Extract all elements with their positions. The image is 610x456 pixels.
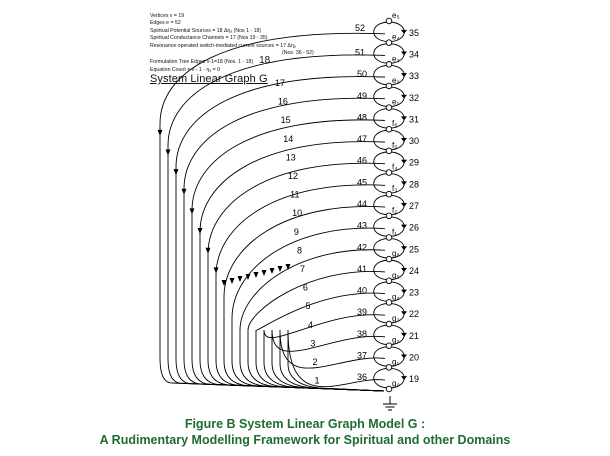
switch-edge-37 (374, 347, 388, 367)
conductance-label-35: 35 (409, 27, 420, 38)
vertex-4 (386, 105, 392, 111)
switch-label-38: 38 (357, 328, 368, 339)
switch-edge-49 (374, 87, 388, 107)
conductance-label-22: 22 (409, 309, 420, 320)
conductance-label-29: 29 (409, 157, 420, 168)
conductance-arrow-29 (401, 160, 407, 164)
vertex-label-8: f₃ (392, 184, 398, 194)
source-edge-2 (280, 330, 385, 391)
source-arrow-15 (174, 169, 179, 175)
legend-vertices: Vertices v = 19 (150, 13, 185, 19)
potential-source-edges (158, 33, 386, 391)
conductance-label-26: 26 (409, 222, 420, 233)
source-arrow-17 (158, 130, 163, 136)
vertex-label-3: e₂ (392, 75, 400, 85)
source-arrow-7 (238, 276, 243, 282)
conductance-label-34: 34 (409, 49, 420, 60)
source-arrow-3 (270, 268, 275, 274)
graph-legend (150, 13, 390, 84)
conductance-arrow-34 (401, 51, 407, 55)
vertex-label-10: f₁ (392, 227, 397, 237)
switch-label-36: 36 (357, 372, 368, 383)
conductance-arrow-23 (401, 290, 407, 294)
switch-edge-47 (374, 130, 388, 150)
switch-edge-45 (374, 174, 388, 194)
switch-edge-41 (374, 260, 388, 280)
vertex-8 (386, 191, 392, 197)
figure-caption-subtitle: A Rudimentary Modelling Framework for Spiritual and other Domains (99, 433, 511, 447)
source-arrow-12 (198, 228, 203, 234)
switch-label-37: 37 (357, 350, 368, 361)
switch-label-41: 41 (357, 263, 368, 274)
source-label-7: 7 (300, 264, 306, 274)
source-label-8: 8 (297, 245, 303, 256)
conductance-arrow-22 (401, 311, 407, 315)
legend-edges: Edges e = 52 (150, 20, 181, 27)
conductance-label-25: 25 (409, 244, 420, 255)
source-arrow-4 (262, 270, 267, 276)
source-arrow-10 (214, 267, 219, 273)
source-arrow-13 (190, 208, 195, 214)
switch-edge-39 (374, 303, 388, 323)
source-label-10: 10 (292, 208, 303, 219)
switch-label-47: 47 (357, 134, 368, 145)
vertex-label-13: g₄ (392, 292, 400, 302)
vertex-10 (386, 235, 392, 241)
source-label-12: 12 (288, 171, 299, 181)
switch-label-48: 48 (357, 112, 368, 123)
conductance-label-30: 30 (409, 136, 420, 147)
switch-label-44: 44 (357, 199, 368, 209)
source-arrow-1 (286, 264, 291, 270)
vertex-9 (386, 213, 392, 219)
source-arrow-5 (254, 272, 259, 278)
switch-label-50: 50 (357, 69, 368, 80)
conductance-label-31: 31 (409, 114, 420, 125)
switch-edge-46 (374, 152, 388, 172)
conductance-label-23: 23 (409, 287, 420, 298)
source-arrow-14 (182, 189, 187, 195)
source-arrow-2 (278, 266, 283, 272)
switch-edge-43 (374, 217, 388, 237)
source-label-11: 11 (290, 189, 300, 200)
legend-spiritual-conductance: Spiritual Conductance Channels = 17 (Nos 19 - 35) (150, 35, 268, 42)
source-label-16: 16 (277, 96, 288, 107)
legend-formulation: Formulation Tree Edges v-1=18 (Nos. 1 - 18) (150, 59, 254, 66)
conductance-arrow-30 (401, 138, 407, 142)
conductance-arrow-27 (401, 203, 407, 207)
switch-label-45: 45 (357, 177, 368, 188)
switch-label-51: 51 (355, 47, 366, 58)
source-arrow-16 (166, 149, 171, 155)
source-label-4: 4 (307, 319, 313, 330)
vertex-11 (386, 256, 392, 262)
vertex-label-15: g₂ (392, 335, 400, 345)
vertex-label-1: e₄ (392, 32, 400, 42)
source-arrow-8 (230, 278, 235, 284)
vertex-7 (386, 170, 392, 176)
switch-label-49: 49 (357, 90, 368, 101)
conductance-label-28: 28 (409, 179, 420, 190)
vertex-label-17: g₀ (392, 379, 400, 388)
vertex-5 (386, 126, 392, 132)
conductance-label-24: 24 (409, 265, 420, 276)
vertex-15 (386, 343, 392, 349)
graph-title: System Linear Graph G (150, 73, 268, 86)
vertex-label-6: f₅ (392, 140, 398, 150)
legend-resonance: Resonance operated switch-mediated current sources = 17 Δηₐ (150, 42, 296, 49)
conductance-label-19: 19 (409, 374, 420, 385)
vertex-label-12: g₅ (392, 270, 400, 280)
source-edge-1 (288, 330, 385, 391)
legend-spiritual-potential: Spiritual Potential Sources = 18 Δηₐ (Nos 1 - 18) (150, 27, 262, 34)
conductance-arrow-31 (401, 116, 407, 120)
conductance-arrow-33 (401, 73, 407, 77)
vertex-12 (386, 278, 392, 284)
source-label-5: 5 (305, 301, 311, 312)
source-label-13: 13 (285, 152, 296, 163)
conductance-arrow-19 (401, 376, 407, 380)
switch-edge-42 (374, 238, 388, 258)
conductance-label-27: 27 (409, 201, 420, 211)
legend-resonance-nos: (Nos. 36 - 52) (282, 50, 314, 57)
conductance-arrow-32 (401, 95, 407, 99)
conductance-arrow-21 (401, 333, 407, 337)
vertex-14 (386, 321, 392, 327)
conductance-label-20: 20 (409, 352, 420, 363)
vertex-16 (386, 365, 392, 371)
legend-edge-18-label: 18 (259, 55, 271, 67)
vertex-13 (386, 300, 392, 306)
vertex-3 (386, 83, 392, 89)
source-label-17: 17 (275, 78, 286, 88)
switch-label-39: 39 (357, 307, 368, 318)
source-label-9: 9 (293, 226, 299, 237)
vertex-label-7: f₄ (392, 162, 398, 172)
conductance-arrow-25 (401, 246, 407, 250)
source-label-15: 15 (280, 115, 291, 126)
legend-equation: Equation Count = v - 1 - ηₐ = 0 (150, 66, 220, 73)
switch-edge-38 (374, 325, 388, 345)
source-label-1: 1 (314, 375, 320, 386)
vertex-label-9: f₂ (392, 205, 398, 215)
vertex-label-14: g₃ (392, 314, 400, 324)
conductance-arrow-35 (401, 30, 407, 34)
source-arrow-11 (206, 248, 211, 254)
ground-symbol (383, 396, 397, 410)
vertex-label-16: g₁ (392, 357, 400, 367)
source-label-3: 3 (310, 338, 316, 349)
conductance-label-32: 32 (409, 92, 420, 103)
switch-label-43: 43 (357, 220, 368, 231)
conductance-label-21: 21 (409, 330, 420, 341)
switch-edge-48 (374, 109, 388, 129)
switch-edge-36 (374, 368, 388, 388)
vertex-6 (386, 148, 392, 154)
conductance-arrow-28 (401, 181, 407, 185)
conductance-arrow-24 (401, 268, 407, 272)
switch-label-52: 52 (355, 22, 366, 33)
switch-label-40: 40 (357, 285, 368, 296)
conductance-arrow-26 (401, 225, 407, 229)
vertex-label-11: g₆ (392, 249, 400, 259)
vertex-label-5: f₆ (392, 119, 398, 129)
switch-label-46: 46 (357, 155, 368, 166)
conductance-label-33: 33 (409, 71, 420, 82)
figure-caption-title: Figure B System Linear Graph Model G : (184, 417, 426, 431)
source-label-6: 6 (302, 282, 308, 293)
source-label-14: 14 (283, 133, 294, 144)
vertex-17 (386, 386, 392, 392)
switch-edge-44 (374, 195, 388, 215)
source-edge-3 (272, 330, 385, 391)
switch-edge-40 (374, 282, 388, 302)
conductance-arrow-20 (401, 355, 407, 359)
vertex-label-2: e₃ (392, 54, 400, 64)
source-label-2: 2 (312, 357, 318, 367)
switch-label-42: 42 (357, 242, 368, 253)
vertex-label-0: e₅ (392, 11, 400, 20)
legend-formulation-row (150, 57, 390, 66)
vertex-label-4: e₁ (392, 97, 400, 107)
